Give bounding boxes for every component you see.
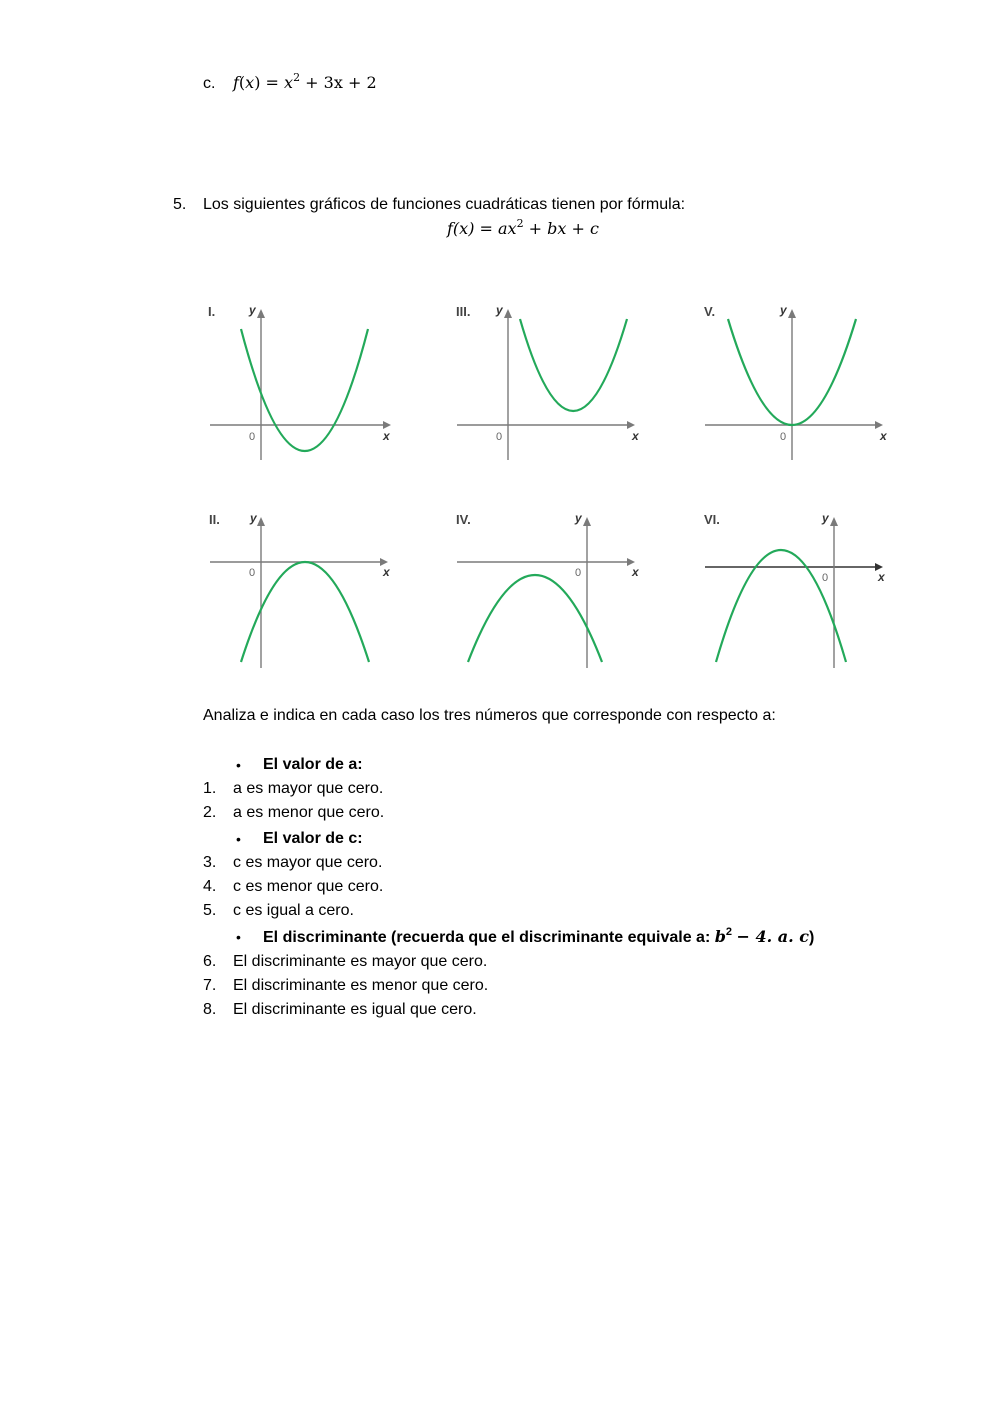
origin-label: 0 (249, 567, 256, 579)
list-item: El discriminante es mayor que cero. (233, 953, 488, 970)
list-item: a es menor que cero. (233, 804, 385, 821)
parabola-curve (520, 319, 627, 411)
y-axis-arrow-icon (504, 309, 512, 318)
question-5-text: Los siguientes gráficos de funciones cuadráticas tienen por fórmula: (203, 196, 686, 213)
instruction-text: Analiza e indica en cada caso los tres números que corresponde con respecto a: (203, 707, 776, 724)
formula-rest: + 3x + 2 (305, 73, 377, 92)
bullet-icon: • (236, 929, 241, 945)
formula-f: f (233, 73, 239, 92)
graph-IV (450, 505, 645, 673)
q5-formula-rest: + bx + c (528, 219, 599, 238)
origin-label: 0 (249, 431, 256, 443)
bullet-icon: • (236, 831, 241, 847)
parabola-curve (241, 329, 368, 451)
graph-II (203, 505, 398, 673)
x-axis-label: x (632, 429, 639, 443)
y-axis-arrow-icon (583, 517, 591, 526)
formula-eq: = (265, 73, 279, 92)
y-axis-label: y (249, 303, 256, 317)
list-item: El discriminante es menor que cero. (233, 977, 489, 994)
list-item-number: 4. (203, 878, 217, 895)
parabola-curve (241, 562, 369, 662)
item-c-marker: c. (203, 75, 216, 92)
origin-label: 0 (575, 567, 582, 579)
graph-label: V. (704, 304, 716, 319)
y-axis-arrow-icon (830, 517, 838, 526)
y-axis-arrow-icon (788, 309, 796, 318)
discriminant-rest: − 4. a. c (736, 927, 809, 946)
list-item: c es menor que cero. (233, 878, 384, 895)
list-item: a es mayor que cero. (233, 780, 384, 797)
formula-x-var: x (284, 73, 294, 92)
y-axis-label: y (496, 303, 503, 317)
origin-label: 0 (496, 431, 503, 443)
list-item: El discriminante es igual que cero. (233, 1001, 477, 1018)
list-item-number: 8. (203, 1001, 217, 1018)
q5-formula-a: ax (498, 219, 517, 238)
x-axis-label: x (878, 570, 885, 584)
list-item-number: 1. (203, 780, 217, 797)
discriminant-heading-text: El discriminante (recuerda que el discriminante equivale a: (263, 929, 711, 946)
graph-label: II. (209, 512, 220, 527)
graph-VI (698, 505, 893, 673)
graph-V (698, 297, 893, 465)
y-axis-label: y (250, 511, 257, 525)
parabola-curve (468, 575, 602, 662)
section-heading-discriminant (263, 927, 814, 948)
item-c-formula: $f(x) = x^2 + 3x + 2$ (233, 71, 377, 92)
section-heading-c: El valor de c: (263, 830, 363, 847)
graph-label: III. (456, 304, 471, 319)
list-item: c es mayor que cero. (233, 854, 383, 871)
formula-x-arg: x (245, 73, 255, 92)
y-axis-label: y (575, 511, 582, 525)
y-axis-label: y (822, 511, 829, 525)
x-axis-arrow-icon (383, 421, 391, 429)
graph-III (450, 297, 645, 465)
y-axis-arrow-icon (257, 309, 265, 318)
discriminant-b: b (714, 927, 726, 946)
question-5-number: 5. (173, 196, 187, 213)
graph-label: VI. (704, 512, 720, 527)
list-item-number: 6. (203, 953, 217, 970)
question-5-formula (447, 219, 599, 238)
graph-label: I. (208, 304, 216, 319)
x-axis-arrow-icon (875, 421, 883, 429)
list-item-number: 7. (203, 977, 217, 994)
origin-label: 0 (822, 572, 829, 584)
x-axis-arrow-icon (627, 421, 635, 429)
formula-exp: 2 (293, 71, 301, 84)
section-heading-a: El valor de a: (263, 756, 363, 773)
list-item-number: 3. (203, 854, 217, 871)
discriminant-close: ) (808, 929, 815, 946)
bullet-icon: • (236, 757, 241, 773)
y-axis-arrow-icon (257, 517, 265, 526)
y-axis-label: y (780, 303, 787, 317)
x-axis-label: x (632, 565, 639, 579)
x-axis-label: x (383, 565, 390, 579)
q5-formula-exp: 2 (516, 217, 524, 230)
list-item: c es igual a cero. (233, 902, 354, 919)
discriminant-exp: 2 (725, 926, 733, 938)
origin-label: 0 (780, 431, 787, 443)
graph-label: IV. (456, 512, 471, 527)
graph-I (203, 297, 398, 465)
x-axis-label: x (383, 429, 390, 443)
list-item-number: 5. (203, 902, 217, 919)
x-axis-label: x (880, 429, 887, 443)
q5-formula-lhs: f(x) = (447, 219, 493, 238)
list-item-number: 2. (203, 804, 217, 821)
